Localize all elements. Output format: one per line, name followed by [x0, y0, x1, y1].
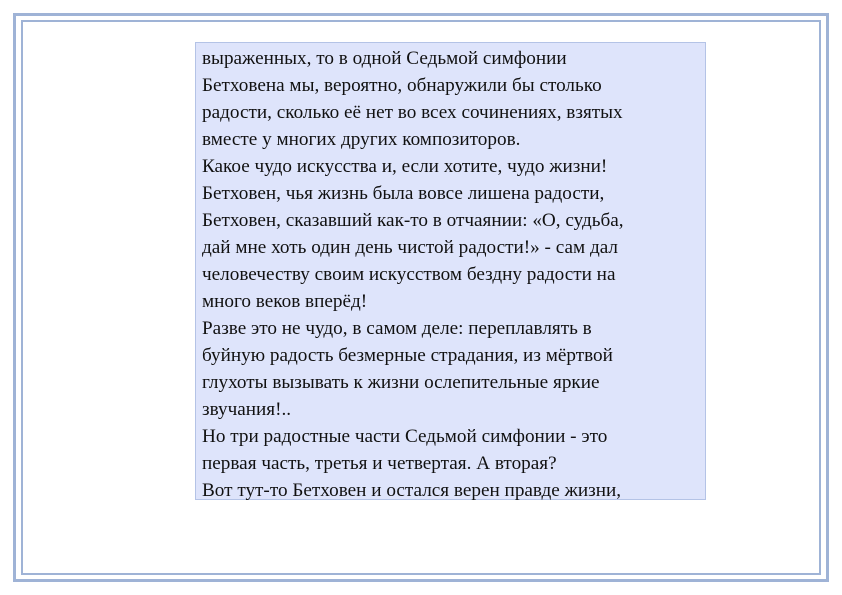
text-line: Разве это не чудо, в самом деле: переплавлять в: [202, 318, 592, 339]
text-line: глухоты вызывать к жизни ослепительные яркие: [202, 372, 600, 393]
text-line: буйную радость безмерные страдания, из мёртвой: [202, 345, 613, 366]
text-line: выраженных, то в одной Седьмой симфонии: [202, 48, 567, 69]
text-line: человечеству своим искусством бездну радости на: [202, 264, 616, 285]
text-line: Бетховен, чья жизнь была вовсе лишена радости,: [202, 183, 605, 204]
text-line: звучания!..: [202, 399, 292, 420]
text-line: Вот тут-то Бетховен и остался верен правде жизни,: [202, 480, 622, 501]
text-line: Какое чудо искусства и, если хотите, чудо жизни!: [202, 156, 608, 177]
text-line: первая часть, третья и четвертая. А вторая?: [202, 453, 557, 474]
text-line: Но три радостные части Седьмой симфонии - это: [202, 426, 608, 447]
text-line: Бетховен, сказавший как-то в отчаянии: «О, судьба,: [202, 210, 624, 231]
text-line: вместе у многих других композиторов.: [202, 129, 521, 150]
text-box: [195, 42, 706, 500]
text-line: Бетховена мы, вероятно, обнаружили бы столько: [202, 75, 602, 96]
text-line: много веков вперёд!: [202, 291, 368, 312]
text-line: радости, сколько её нет во всех сочинениях, взятых: [202, 102, 623, 123]
text-line: дай мне хоть один день чистой радости!» - сам дал: [202, 237, 618, 258]
